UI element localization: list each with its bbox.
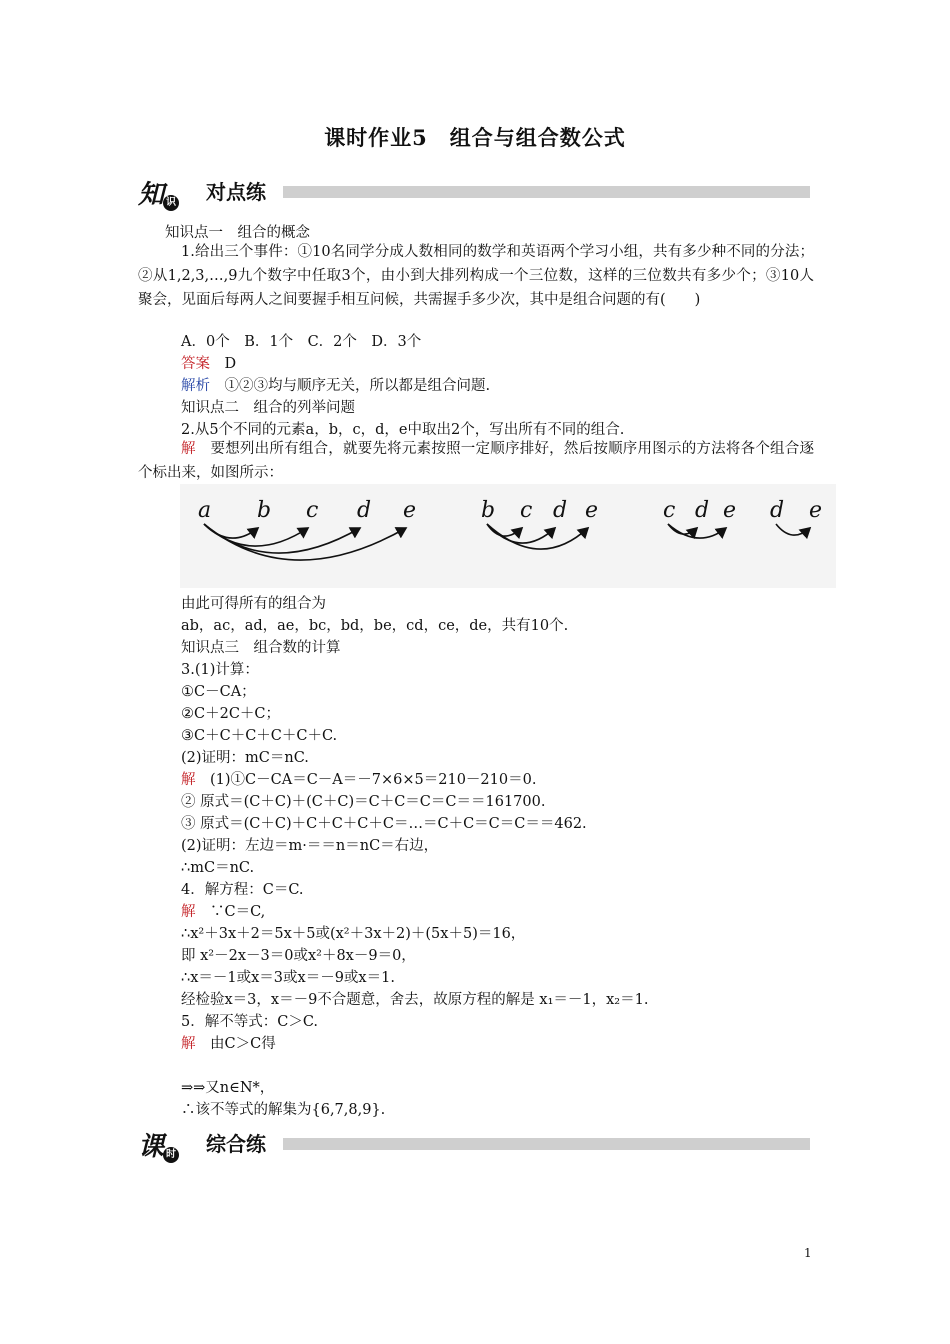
banner-logo-circle: 时 [163,1147,179,1163]
question-2-result: ab，ac，ad，ae，bc，bd，be，cd，ce，de，共有10个. [181,618,569,634]
question-3-solution-line: ③ 原式＝(C＋C)＋C＋C＋C＋C＝…＝C＋C＝C＝C＝＝462. [181,816,587,832]
diagram-letter: b [481,498,496,523]
solve-label: 解 [181,904,196,920]
question-3-solution-line: (2)证明：左边＝m·＝＝n＝nC＝右边， [181,838,439,854]
question-2-text: 2.从5个不同的元素a，b，c，d，e中取出2个，写出所有不同的组合. [181,422,625,438]
question-2-result-intro: 由此可得所有的组合为 [181,596,326,612]
question-1-answer [181,352,841,373]
page-title: 课时作业5 组合与组合数公式 [324,125,626,150]
question-4-solution-line: 解 ∵C＝C, [181,904,266,920]
banner-logo-circle: 识 [163,195,179,211]
question-5-solution-line: ⇒⇒又n∈N*， [181,1080,275,1096]
diagram-letter: c [306,498,319,523]
arc-cd [668,524,697,534]
banner-logo: 课 时 [138,1126,179,1163]
question-3-line: ①C－CA； [181,684,256,700]
diagram-letter: c [520,498,533,523]
knowledge-point-3-title: 知识点三 组合数的计算 [181,640,341,656]
diagram-letter: e [723,498,737,523]
question-3-line: (2)证明：mC＝nC. [181,750,309,766]
question-3-solution-line: 解 (1)①C－CA＝C－A＝－7×6×5＝210－210＝0. [181,772,537,788]
question-5-title: 5．解不等式：C＞C. [181,1014,319,1030]
solve-label: 解 [181,772,196,788]
question-5-solution-line: ∴该不等式的解集为{6,7,8,9}. [181,1102,386,1118]
question-4-solution-line: 经检验x＝3，x＝－9不合题意，舍去，故原方程的解是 x₁＝－1，x₂＝1. [181,992,649,1008]
arc-be [487,524,588,549]
question-3-line: ③C＋C＋C＋C＋C＋C. [181,728,338,744]
page-number: 1 [804,1246,812,1260]
diagram-letter: a [198,498,212,523]
solve-label: 解 [181,441,196,457]
question-1-options: A．0个 B．1个 C．2个 D．3个 [181,334,422,350]
banner-logo: 知 识 [138,174,179,211]
knowledge-point-1-title: 知识点一 组合的概念 [165,225,310,241]
question-1-text: 1.给出三个事件：①10名同学分成人数相同的数学和英语两个学习小组，共有多少种不同的分法；②从1,2,3,…,9九个数字中任取3个，由小到大排列构成一个三位数，这样的三位数共有多少个；③10人聚会，见面后每两人之间要握手相互问候，共需握手多少次，其中是组合问题的有( ) [138,244,814,308]
arc-ad [204,524,360,553]
question-4-solution-line: ∴x＝－1或x＝3或x＝－9或x＝1. [181,970,395,986]
question-3-line: ②C＋2C＋C； [181,706,281,722]
diagram-letter: d [553,498,568,523]
knowledge-point-2-title: 知识点二 组合的列举问题 [181,400,355,416]
question-4-solution-line: ∴x²＋3x＋2＝5x＋5或(x²＋3x＋2)＋(5x＋5)＝16， [181,926,526,942]
arc-de [776,524,810,535]
answer-value: D [224,356,237,372]
arc-ce [668,524,726,538]
question-5-solution-line: 解 由C＞C得 [181,1036,276,1052]
question-4-solution-line: 即 x²－2x－3＝0或x²＋8x－9＝0， [181,948,416,964]
diagram-letter: c [663,498,676,523]
solve-label: 解 [181,1036,196,1052]
question-2-solution [138,437,814,485]
diagram-letter: e [809,498,823,523]
question-4-title: 4．解方程：C＝C. [181,882,304,898]
banner-bar [283,1138,810,1150]
diagram-letter: b [257,498,272,523]
combination-diagram [180,484,836,588]
question-3-solution-line: ② 原式＝(C＋C)＋(C＋C)＝C＋C＝C＝C＝＝161700. [181,794,546,810]
question-3-solution-line: ∴mC＝nC. [181,860,255,876]
diagram-letter: e [585,498,599,523]
arc-bd [487,524,555,543]
analysis-text: ①②③均与顺序无关，所以都是组合问题. [224,378,491,394]
combination-arcs [180,484,836,588]
banner-label: 综合练 [206,1132,266,1156]
banner-label: 对点练 [206,180,266,204]
solution-text: 要想列出所有组合，就要先将元素按照一定顺序排好，然后按顺序用图示的方法将各个组合逐个标出来，如图所示： [138,441,815,481]
answer-label: 答案 [181,356,210,372]
diagram-letter: e [403,498,417,523]
question-1-analysis [181,374,841,395]
analysis-label: 解析 [181,378,210,394]
banner-bar [283,186,810,198]
diagram-letter: d [770,498,785,523]
section-banner-practice [138,170,810,216]
section-banner-comprehensive [138,1122,810,1168]
question-3-line: 3.(1)计算： [181,662,259,678]
diagram-letter: d [695,498,710,523]
diagram-letter: d [357,498,372,523]
